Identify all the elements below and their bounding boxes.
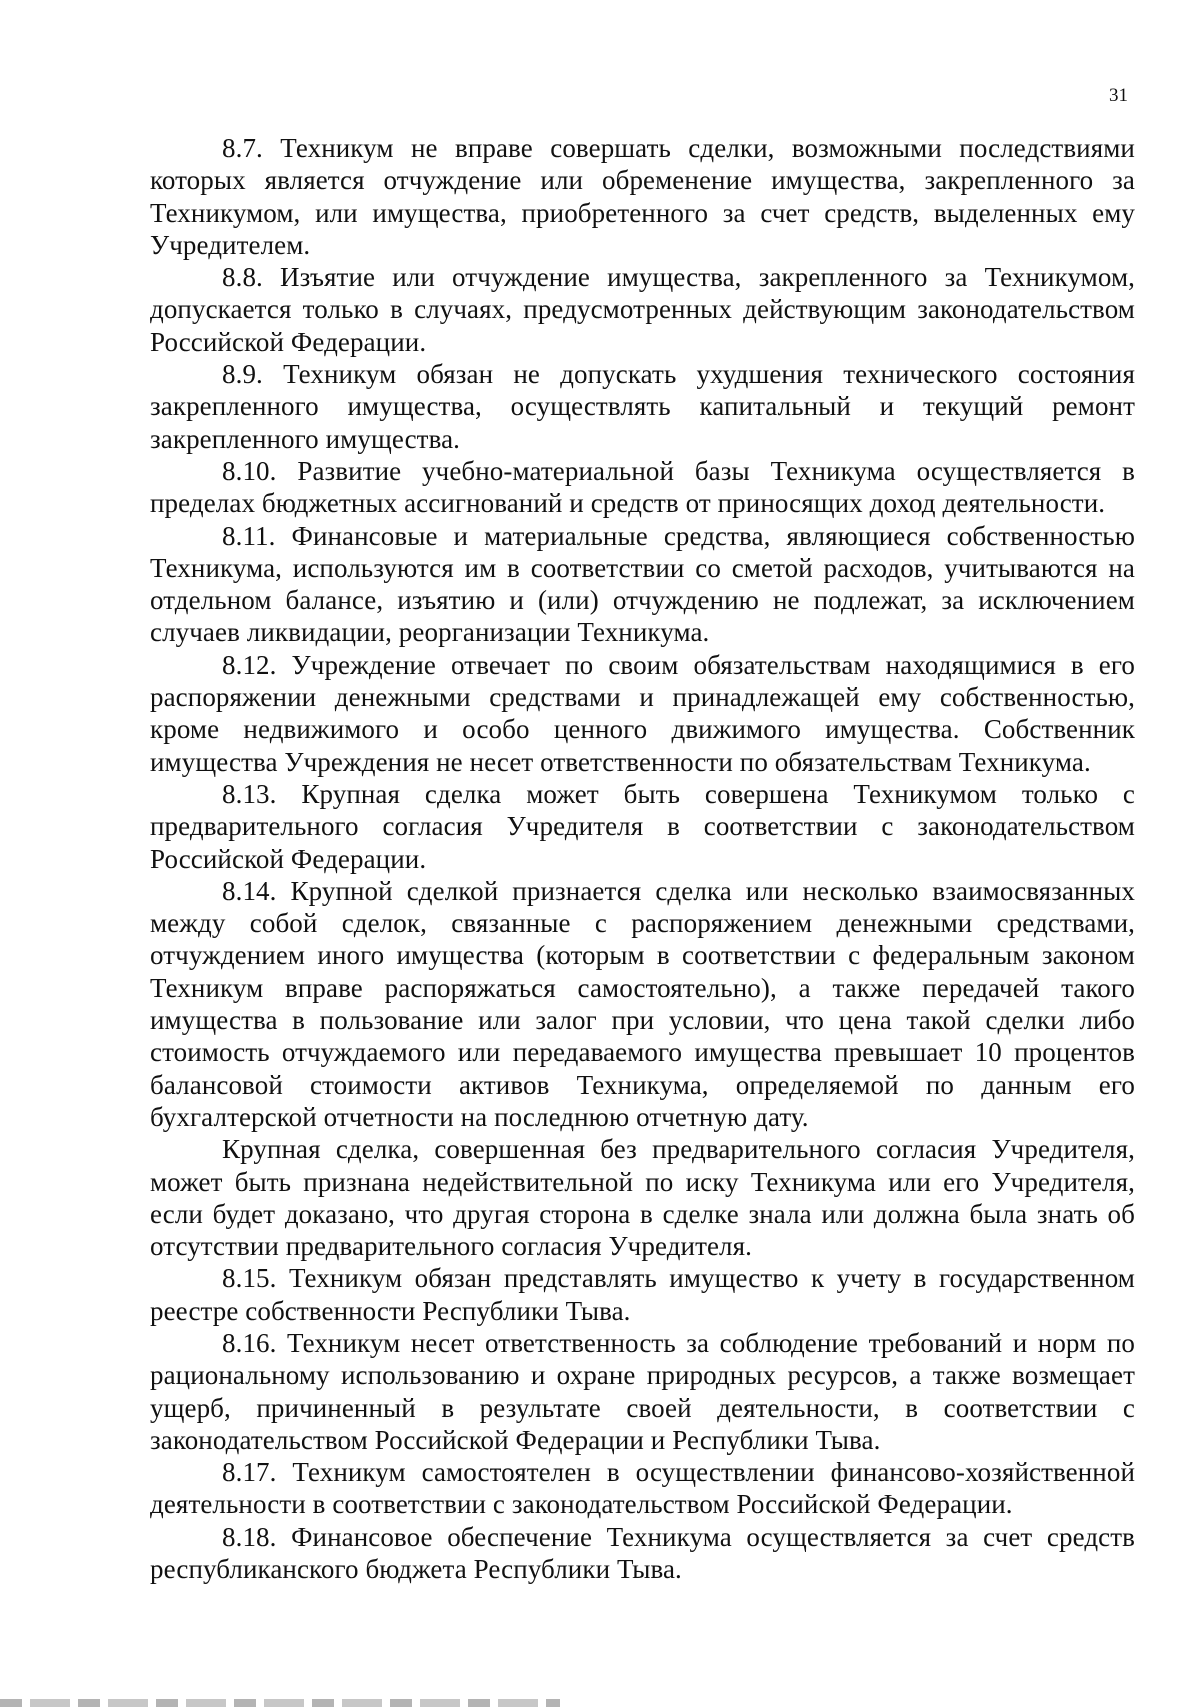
paragraph-8-15: 8.15. Техникум обязан представлять имущество к учету в государственном реестре собственности Республики Тыва. bbox=[150, 1263, 1135, 1326]
page-number: 31 bbox=[1109, 85, 1128, 106]
paragraph-8-12: 8.12. Учреждение отвечает по своим обязательствам находящимися в его распоряжении денежными средствами и принадлежащей ему собственностью, кроме недвижимого и особо ценного движимого имущества. Собственник имущества Учреждения не несет ответственности по обязательствам Техникума. bbox=[150, 649, 1135, 777]
paragraph-8-18: 8.18. Финансовое обеспечение Техникума осуществляется за счет средств республиканского бюджета Республики Тыва. bbox=[150, 1521, 1135, 1585]
paragraph-8-11: 8.11. Финансовые и материальные средства, являющиеся собственностью Техникума, используются им в соответствии со сметой расходов, учитываются на отдельном балансе, изъятию и (или) отчуждению не подлежат, за исключением случаев ликвидации, реорганизации Техникума. bbox=[150, 520, 1135, 648]
paragraph-8-7: 8.7. Техникум не вправе совершать сделки, возможными последствиями которых является отчуждение или обременение имущества, закрепленного за Техникумом, или имущества, приобретенного за счет средств, выделенных ему Учредителем. bbox=[150, 133, 1135, 260]
paragraph-8-10: 8.10. Развитие учебно-материальной базы Техникума осуществляется в пределах бюджетных ассигнований и средств от приносящих доход деятельности. bbox=[150, 455, 1135, 519]
scan-edge-artifact bbox=[0, 1699, 560, 1707]
paragraph-8-17: 8.17. Техникум самостоятелен в осуществлении финансово-хозяйственной деятельности в соответствии с законодательством Российской Федерации. bbox=[150, 1457, 1135, 1520]
paragraph-8-14: 8.14. Крупной сделкой признается сделка или несколько взаимосвязанных между собой сделок, связанные с распоряжением денежными средствами, отчуждением иного имущества (которым в соответствии с федеральным законом Техникум вправе распоряжаться самостоятельно), а также передачей такого имущества в пользование или залог при условии, что цена такой сделки либо стоимость отчуждаемого или передаваемого имущества превышает 10 процентов балансовой стоимости активов Техникума, определяемой по данным его бухгалтерской отчетности на последнюю отчетную дату. bbox=[150, 875, 1135, 1132]
paragraph-8-13: 8.13. Крупная сделка может быть совершена Техникумом только с предварительного согласия Учредителя в соответствии с законодательством Российской Федерации. bbox=[150, 778, 1135, 874]
document-body bbox=[150, 132, 1135, 1585]
paragraph-8-16: 8.16. Техникум несет ответственность за соблюдение требований и норм по рациональному использованию и охране природных ресурсов, а также возмещает ущерб, причиненный в результате своей деятельности, в соответствии с законодательством Российской Федерации и Республики Тыва. bbox=[150, 1327, 1135, 1455]
paragraph-8-9: 8.9. Техникум обязан не допускать ухудшения технического состояния закрепленного имущества, осуществлять капитальный и текущий ремонт закрепленного имущества. bbox=[150, 359, 1135, 454]
paragraph-8-8: 8.8. Изъятие или отчуждение имущества, закрепленного за Техникумом, допускается только в случаях, предусмотренных действующим законодательством Российской Федерации. bbox=[150, 262, 1135, 357]
paragraph-8-14-continued: Крупная сделка, совершенная без предварительного согласия Учредителя, может быть признана недействительной по иску Техникума или его Учредителя, если будет доказано, что другая сторона в сделке знала или должна была знать об отсутствии предварительного согласия Учредителя. bbox=[150, 1134, 1135, 1262]
